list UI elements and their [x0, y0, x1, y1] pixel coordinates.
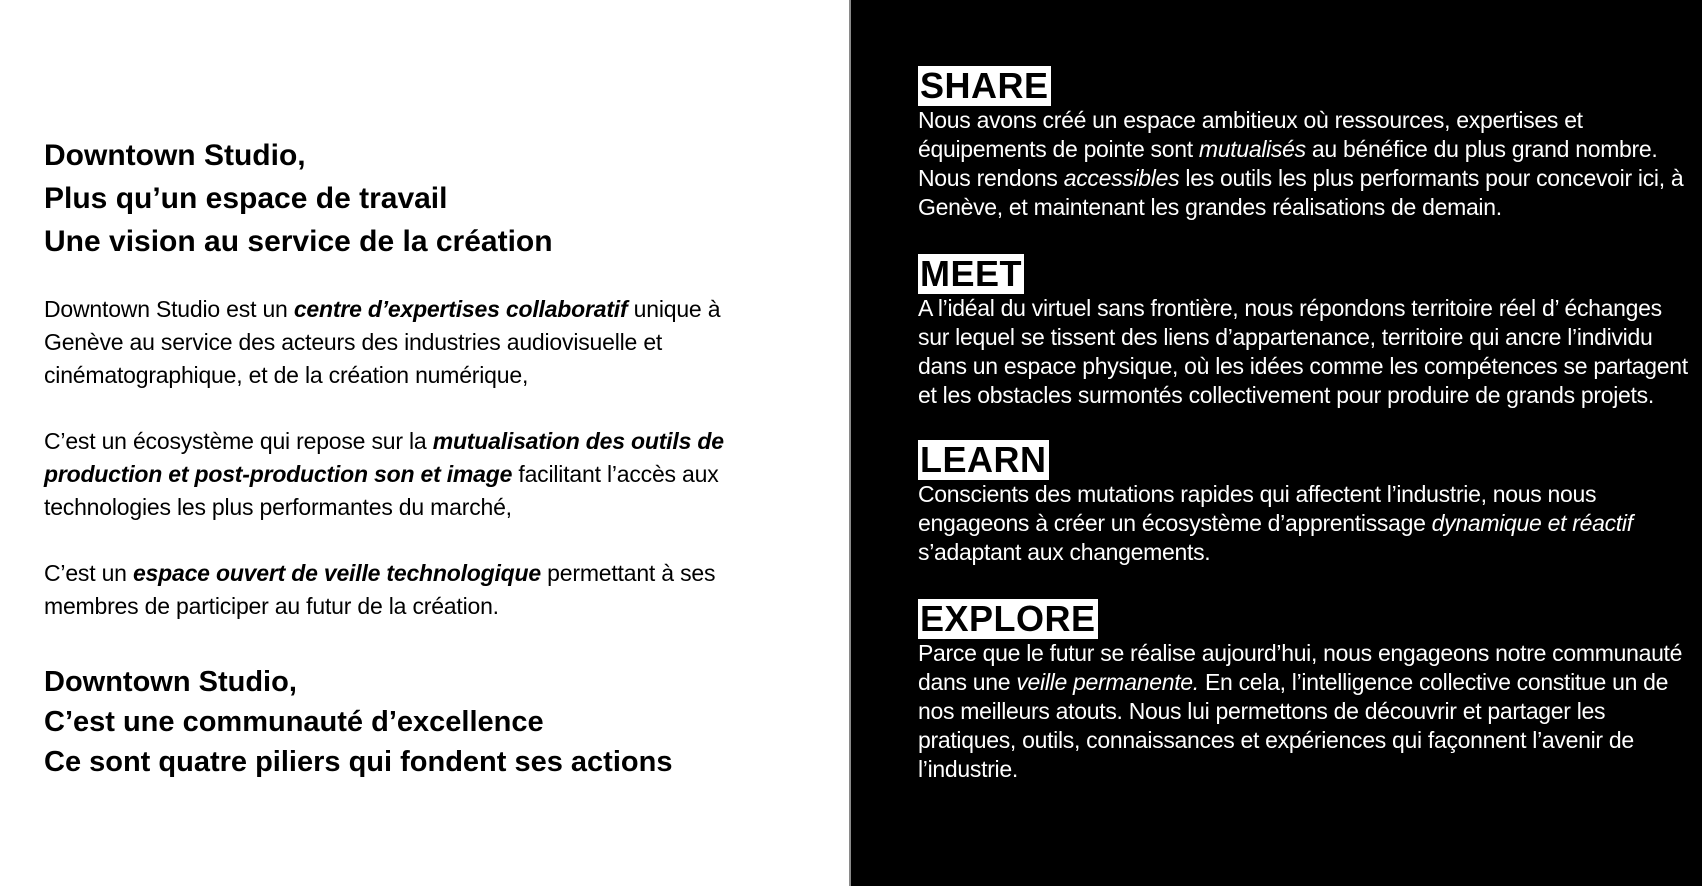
headline-top [44, 134, 849, 263]
emphasis-text: espace ouvert de veille technologique [132, 560, 541, 586]
pillar-description [918, 106, 1698, 222]
pillar-title: MEET [920, 253, 1023, 294]
text-span: C’est un écosystème qui repose sur la [44, 428, 433, 454]
text-span: s’adaptant aux changements. [918, 539, 1211, 565]
headline-line: Downtown Studio, [44, 139, 306, 172]
text-span: Parce que le futur se réalise aujourd’hui, nous engageons notre communauté dans une [918, 640, 1683, 695]
italic-text: dynamique et réactif [1431, 510, 1633, 536]
pillar-description [918, 480, 1698, 567]
headline-line: Downtown Studio, [44, 666, 297, 698]
pillar-title: EXPLORE [920, 598, 1096, 639]
pillar-meet [918, 254, 1702, 410]
pillar-description [918, 294, 1698, 410]
pillar-learn [918, 440, 1702, 567]
text-span: Downtown Studio est un [44, 296, 294, 322]
pillar-share [918, 66, 1702, 222]
pillar-description [918, 639, 1698, 784]
headline-bottom [44, 662, 849, 782]
pillars-panel [851, 0, 1702, 886]
text-span: permettant à ses membres de participer au futur de la création. [44, 560, 716, 619]
text-span: unique à Genève au service des acteurs des industries audiovisuelle et cinématographique, et de la création numérique, [44, 296, 721, 388]
emphasis-text: centre d’expertises collaboratif [293, 296, 628, 322]
text-span: facilitant l’accès aux technologies les plus performantes du marché, [44, 461, 719, 520]
italic-text: accessibles [1063, 165, 1180, 191]
emphasis-text: mutualisation des outils de production et post-production son et image [44, 428, 724, 487]
italic-text: veille permanente. [1016, 669, 1199, 695]
pillar-explore [918, 599, 1702, 784]
headline-line: C’est une communauté d’excellence [44, 706, 544, 738]
text-span: En cela, l’intelligence collective constitue un de nos meilleurs atouts. Nous lui permettons de découvrir et partager les pratiques, outils, connaissances et expériences qui façonnent l’avenir de l’industrie. [918, 669, 1669, 782]
headline-line: Ce sont quatre piliers qui fondent ses actions [44, 746, 673, 778]
pillar-title: SHARE [920, 65, 1049, 106]
pillar-title: LEARN [920, 439, 1047, 480]
text-span: C’est un [44, 560, 133, 586]
headline-line: Plus qu’un espace de travail [44, 182, 448, 215]
intro-panel [0, 0, 849, 886]
italic-text: mutualisés [1198, 136, 1306, 162]
text-span: Nous avons créé un espace ambitieux où ressources, expertises et équipements de pointe sont [918, 107, 1583, 162]
paragraph-watch [44, 557, 774, 623]
text-span: les outils les plus performants pour concevoir ici, à Genève, et maintenant les grandes réalisations de demain. [918, 165, 1684, 220]
headline-line: Une vision au service de la création [44, 225, 553, 258]
paragraph-ecosystem [44, 425, 774, 524]
paragraph-expertise [44, 293, 779, 392]
text-span: Conscients des mutations rapides qui affectent l’industrie, nous nous engageons à créer un écosystème d’apprentissage [918, 481, 1597, 536]
text-span: A l’idéal du virtuel sans frontière, nous répondons territoire réel d’ échanges sur lequel se tissent des liens d’appartenance, territoire qui ancre l’individu dans un espace physique, où les idées comme les compétences se partagent et les obstacles surmontés collectivement pour produire de grands projets. [918, 295, 1688, 408]
text-span: au bénéfice du plus grand nombre. Nous rendons [918, 136, 1658, 191]
